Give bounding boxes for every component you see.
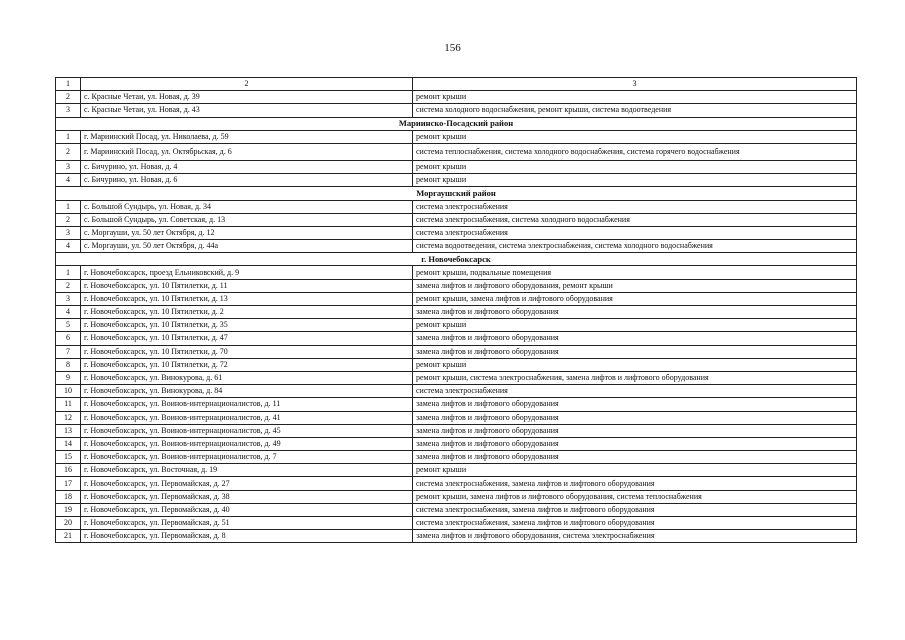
row-number: 3 — [56, 226, 81, 239]
works-cell: ремонт крыши — [413, 160, 857, 173]
address-cell: г. Новочебоксарск, ул. Первомайская, д. 51 — [81, 517, 413, 530]
address-cell: г. Новочебоксарск, ул. Первомайская, д. 38 — [81, 490, 413, 503]
address-cell: с. Большой Сундырь, ул. Новая, д. 34 — [81, 200, 413, 213]
table-row — [56, 279, 857, 292]
table-row — [56, 530, 857, 543]
address-cell: г. Новочебоксарск, ул. Винокурова, д. 61 — [81, 371, 413, 384]
works-cell: система холодного водоснабжения, ремонт крыши, система водоотведения — [413, 104, 857, 117]
row-number: 9 — [56, 371, 81, 384]
address-cell: г. Новочебоксарск, ул. 10 Пятилетки, д. 13 — [81, 292, 413, 305]
row-number: 19 — [56, 503, 81, 516]
table-row — [56, 160, 857, 173]
address-cell: г. Новочебоксарск, ул. Первомайская, д. 27 — [81, 477, 413, 490]
works-cell: система электроснабжения, замена лифтов и лифтового оборудования — [413, 503, 857, 516]
table-row — [56, 240, 857, 253]
section-title: Моргаушский район — [56, 187, 857, 200]
section-title: г. Новочебоксарск — [56, 253, 857, 266]
table-row — [56, 213, 857, 226]
row-number: 1 — [56, 266, 81, 279]
table-row — [56, 345, 857, 358]
table-row — [56, 490, 857, 503]
address-cell: г. Новочебоксарск, ул. Воинов-интернационалистов, д. 7 — [81, 451, 413, 464]
address-cell: с. Бичурино, ул. Новая, д. 6 — [81, 174, 413, 187]
works-cell: замена лифтов и лифтового оборудования — [413, 437, 857, 450]
row-number: 1 — [56, 130, 81, 143]
section-header-row — [56, 187, 857, 200]
works-cell: ремонт крыши — [413, 91, 857, 104]
table-row — [56, 371, 857, 384]
column-number-row — [56, 78, 857, 91]
row-number: 4 — [56, 306, 81, 319]
row-number: 2 — [56, 213, 81, 226]
table-row — [56, 385, 857, 398]
row-number: 16 — [56, 464, 81, 477]
column-header-2: 2 — [81, 78, 413, 91]
works-cell: система электроснабжения — [413, 200, 857, 213]
register-table — [55, 77, 857, 543]
row-number: 2 — [56, 143, 81, 160]
row-number: 8 — [56, 358, 81, 371]
table-row — [56, 130, 857, 143]
table-row — [56, 332, 857, 345]
table-row — [56, 200, 857, 213]
address-cell: г. Новочебоксарск, ул. Первомайская, д. 40 — [81, 503, 413, 516]
address-cell: г. Новочебоксарск, проезд Ельниковский, д. 9 — [81, 266, 413, 279]
row-number: 1 — [56, 200, 81, 213]
works-cell: ремонт крыши, система электроснабжения, замена лифтов и лифтового оборудования — [413, 371, 857, 384]
row-number: 6 — [56, 332, 81, 345]
address-cell: г. Новочебоксарск, ул. 10 Пятилетки, д. 72 — [81, 358, 413, 371]
table-row — [56, 358, 857, 371]
address-cell: г. Новочебоксарск, ул. Воинов-интернационалистов, д. 45 — [81, 424, 413, 437]
page-number: 156 — [444, 42, 461, 54]
works-cell: система электроснабжения — [413, 226, 857, 239]
works-cell: замена лифтов и лифтового оборудования — [413, 424, 857, 437]
row-number: 20 — [56, 517, 81, 530]
address-cell: г. Новочебоксарск, ул. Воинов-интернационалистов, д. 11 — [81, 398, 413, 411]
row-number: 2 — [56, 91, 81, 104]
address-cell: г. Мариинский Посад, ул. Николаева, д. 59 — [81, 130, 413, 143]
row-number: 17 — [56, 477, 81, 490]
section-title: Мариинско-Посадский район — [56, 117, 857, 130]
address-cell: с. Красные Четаи, ул. Новая, д. 43 — [81, 104, 413, 117]
works-cell: замена лифтов и лифтового оборудования — [413, 306, 857, 319]
works-cell: ремонт крыши — [413, 464, 857, 477]
row-number: 21 — [56, 530, 81, 543]
works-cell: ремонт крыши, подвальные помещения — [413, 266, 857, 279]
row-number: 18 — [56, 490, 81, 503]
row-number: 4 — [56, 174, 81, 187]
row-number: 13 — [56, 424, 81, 437]
address-cell: г. Новочебоксарск, ул. Первомайская, д. 8 — [81, 530, 413, 543]
address-cell: с. Моргауши, ул. 50 лет Октября, д. 44а — [81, 240, 413, 253]
table-row — [56, 503, 857, 516]
works-cell: система электроснабжения — [413, 385, 857, 398]
section-header-row — [56, 253, 857, 266]
address-cell: г. Новочебоксарск, ул. 10 Пятилетки, д. 11 — [81, 279, 413, 292]
works-cell: система электроснабжения, замена лифтов и лифтового оборудования — [413, 477, 857, 490]
address-cell: с. Красные Четаи, ул. Новая, д. 39 — [81, 91, 413, 104]
works-cell: замена лифтов и лифтового оборудования — [413, 332, 857, 345]
row-number: 10 — [56, 385, 81, 398]
table-row — [56, 226, 857, 239]
works-cell: система водоотведения, система электроснабжения, система холодного водоснабжения — [413, 240, 857, 253]
row-number: 11 — [56, 398, 81, 411]
row-number: 5 — [56, 319, 81, 332]
address-cell: г. Мариинский Посад, ул. Октябрьская, д. 6 — [81, 143, 413, 160]
address-cell: г. Новочебоксарск, ул. Восточная, д. 19 — [81, 464, 413, 477]
row-number: 4 — [56, 240, 81, 253]
works-cell: замена лифтов и лифтового оборудования — [413, 345, 857, 358]
table-row — [56, 398, 857, 411]
works-cell: замена лифтов и лифтового оборудования, система электроснабжения — [413, 530, 857, 543]
works-cell: замена лифтов и лифтового оборудования, ремонт крыши — [413, 279, 857, 292]
works-cell: система теплоснабжения, система холодного водоснабжения, система горячего водоснабжения — [413, 143, 857, 160]
row-number: 2 — [56, 279, 81, 292]
row-number: 14 — [56, 437, 81, 450]
row-number: 7 — [56, 345, 81, 358]
address-cell: с. Моргауши, ул. 50 лет Октября, д. 12 — [81, 226, 413, 239]
row-number: 3 — [56, 292, 81, 305]
table-row — [56, 517, 857, 530]
column-header-1: 1 — [56, 78, 81, 91]
table-row — [56, 104, 857, 117]
table-row — [56, 451, 857, 464]
works-cell: ремонт крыши — [413, 319, 857, 332]
address-cell: г. Новочебоксарск, ул. 10 Пятилетки, д. 47 — [81, 332, 413, 345]
table-row — [56, 464, 857, 477]
row-number: 12 — [56, 411, 81, 424]
table-row — [56, 319, 857, 332]
works-cell: ремонт крыши, замена лифтов и лифтового оборудования — [413, 292, 857, 305]
table-row — [56, 174, 857, 187]
address-cell: г. Новочебоксарск, ул. Воинов-интернационалистов, д. 49 — [81, 437, 413, 450]
address-cell: г. Новочебоксарск, ул. Винокурова, д. 84 — [81, 385, 413, 398]
table-row — [56, 266, 857, 279]
row-number: 3 — [56, 160, 81, 173]
works-cell: ремонт крыши — [413, 358, 857, 371]
address-cell: г. Новочебоксарск, ул. 10 Пятилетки, д. 2 — [81, 306, 413, 319]
works-cell: ремонт крыши — [413, 130, 857, 143]
works-cell: замена лифтов и лифтового оборудования — [413, 451, 857, 464]
address-cell: с. Бичурино, ул. Новая, д. 4 — [81, 160, 413, 173]
address-cell: г. Новочебоксарск, ул. 10 Пятилетки, д. 70 — [81, 345, 413, 358]
table-row — [56, 91, 857, 104]
works-cell: ремонт крыши, замена лифтов и лифтового оборудования, система теплоснабжения — [413, 490, 857, 503]
table-row — [56, 143, 857, 160]
works-cell: замена лифтов и лифтового оборудования — [413, 398, 857, 411]
address-cell: г. Новочебоксарск, ул. Воинов-интернационалистов, д. 41 — [81, 411, 413, 424]
table-row — [56, 424, 857, 437]
table-body — [56, 78, 857, 543]
works-cell: система электроснабжения, система холодного водоснабжения — [413, 213, 857, 226]
address-cell: г. Новочебоксарск, ул. 10 Пятилетки, д. 35 — [81, 319, 413, 332]
row-number: 3 — [56, 104, 81, 117]
works-cell: ремонт крыши — [413, 174, 857, 187]
table-row — [56, 477, 857, 490]
table-row — [56, 411, 857, 424]
works-cell: замена лифтов и лифтового оборудования — [413, 411, 857, 424]
table-row — [56, 292, 857, 305]
section-header-row — [56, 117, 857, 130]
row-number: 15 — [56, 451, 81, 464]
works-cell: система электроснабжения, замена лифтов и лифтового оборудования — [413, 517, 857, 530]
address-cell: с. Большой Сундырь, ул. Советская, д. 13 — [81, 213, 413, 226]
column-header-3: 3 — [413, 78, 857, 91]
table-row — [56, 437, 857, 450]
table-row — [56, 306, 857, 319]
